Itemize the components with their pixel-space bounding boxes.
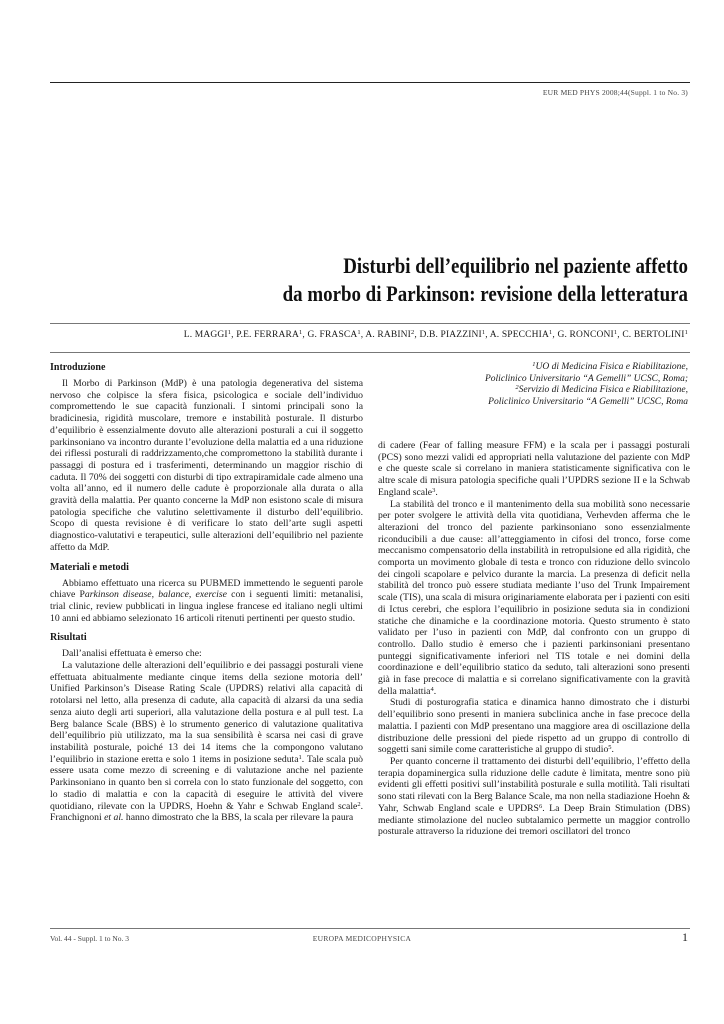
right-text-1b: . xyxy=(435,486,438,498)
affiliation-line: Policlinico Universitario “A Gemelli” UCSC, Roma xyxy=(488,396,688,407)
right-text-4b: . La Deep Brain Stimulation (DBS) mediante stimolazione del nucleo subtalamico permette un maggior controllo posturale attraverso la riduzione dei tremori oscillatori del tronco xyxy=(378,802,690,838)
author-name: G. RONCONI xyxy=(557,330,614,340)
author-name: A. RABINI xyxy=(365,330,411,340)
right-paragraph-1 xyxy=(378,440,690,499)
section-heading-materiali-metodi: Materiali e metodi xyxy=(50,561,129,573)
right-text-3a: Studi di posturografia statica e dinamica hanno dimostrato che i disturbi dell’equilibrio sono presenti in maniera subclinica anche in fase precoce della malattia. I pazienti con MdP presentano una maggiore area di oscillazione della distribuzione delle pressioni del piede rispetto ad un gruppo di controllo di soggetti sani simile come caratteristiche al gruppo di studio xyxy=(378,697,690,756)
right-paragraph-3 xyxy=(378,697,690,756)
footer-journal: EUROPA MEDICOPHYSICA xyxy=(312,934,412,943)
methods-text-post: con i seguenti limiti: metanalisi, trial clinic, review pubblicati in lingua inglese francese ed italiano negli ultimi 10 anni ed abbiamo selezionato 16 articoli ritenuti pertinenti per questo studio. xyxy=(50,589,363,624)
top-rule xyxy=(50,82,690,83)
right-paragraph-2 xyxy=(378,499,690,698)
author-separator: , xyxy=(360,330,366,340)
title-rule xyxy=(50,323,690,324)
author-affiliation-mark: 1 xyxy=(548,329,553,336)
citation-6: 6 xyxy=(538,802,543,810)
right-text-2a: La stabilità del tronco e il mantenimento della sua mobilità sono necessarie per poter svolgere le attività della vita quotidiana, Verhevden afferma che le alterazioni del tronco del paziente parkinsoniano sono essenzialmente riconducibili a due cause: all’atteggiamento in cifosi del tronco, forse come meccanismo compensatorio della instabilità in retropulsione ed alla rigidità, che comporta un movimento globale di testa e tronco con riduzione dello svincolo dei cingoli scapolare e pelvico durante la marcia. La presenza di deficit nella stabilità del tronco può essere studiata mediante l’uso del Trunk Impairement scale (TIS), una scala di misura originariamente elaborata per i pazienti con esiti di Ictus cerebri, che esplora l’equilibrio in posizione seduta sia in condizioni statiche che dinamiche e la coordinazione motoria. Questo strumento è stato validato per l’uso in pazienti con MdP, dal confronto con un gruppo di controllo. Dallo studio è emerso che i pazienti parkinsoniani presentano punteggi significativamente inferiori nel TIS totale e nei domini della coordinazione e dell’equilibrio statico da seduto, tali alterazioni sono presenti già in fase precoce di malattia e si correlano significativamente con la gravità della malattia xyxy=(378,498,690,697)
running-head: EUR MED PHYS 2008;44(Suppl. 1 to No. 3) xyxy=(542,88,688,97)
results-text-a: La valutazione delle alterazioni dell’equilibrio e dei passaggi posturali viene effettuata abitualmente mediante cinque items della sezione motoria dell’ Unified Parkinson’s Disease Rating Scale (UPDRS) relativi alla capacità di rotolarsi nel letto, alla presenza di cadute, alla capacità di alzarsi da una sedia senza aiuto degli arti superiori, alla valutazione della postura e al pull test. La Berg balance Scale (BBS) è lo strumento generico di valutazione qualitativa dell’equilibrio più utilizzato, ma la sua sensibilità è scarsa nei casi di grave instabilità posturale, poiché 13 dei 14 items che la compongono valutano l’equilibrio in stazione eretta e solo 1 items in posizione seduta xyxy=(50,660,363,765)
author-separator: , xyxy=(552,330,558,340)
citation-5: 5 xyxy=(608,744,612,752)
author-affiliation-mark: 1 xyxy=(613,329,618,336)
right-text-3b: . xyxy=(611,744,614,756)
author-affiliation-mark: 1 xyxy=(298,329,303,336)
results-text-c: . Franchignoni xyxy=(50,800,363,824)
article-title xyxy=(172,252,688,308)
author-separator: , xyxy=(485,330,490,340)
methods-keywords: arkinson disease, balance, exercise xyxy=(84,589,227,601)
affiliation-line xyxy=(388,362,688,374)
section-heading-risultati: Risultati xyxy=(50,632,87,644)
results-paragraph-2 xyxy=(50,660,363,824)
affiliation-number: 2 xyxy=(515,384,519,391)
methods-text-pre: Abbiamo effettuato una ricerca su PUBMED immettendo le seguenti parole chiave P xyxy=(50,577,363,601)
intro-paragraph: Il Morbo di Parkinson (MdP) è una patologia degenerativa del sistema nervoso che colpisce la sfera fisica, psicologica e sociale dell’individuo compromettendo le sue capacità funzionali. I sintomi principali sono la bradicinesia, rigidità muscolare, tremore e instabilità posturale. Il disturbo d’equilibrio è essenzialmente dovuto alle alterazioni posturali a cui il soggetto parkinsoniano va incontro durante l’evoluzione della malattia ed a una riduzione dei riflessi posturali di raddrizzamento,che compromettono la stabilità durante i passaggi di postura ed i trasferimenti, determinando un maggior rischio di caduta. Il 70% dei soggetti con disturbi di tipo extrapiramidale cade almeno una volta all’anno, ed il numero delle cadute è proporzionale alla durata o alla gravità della malattia. Per quanto concerne la MdP non esistono scale di misura patologia specifiche che valutino selettivamente il disturbo dell’equilibrio. Scopo di questa revisione è di verificare lo stato dell’arte sugli aspetti diagnostico-valutativi e terapeutici, sulle alterazioni dell’equilibrio nel paziente affetto da MdP. xyxy=(50,378,363,553)
et-al: et al. xyxy=(104,812,124,824)
footer-volume: Vol. 44 - Suppl. 1 to No. 3 xyxy=(50,934,130,943)
section-heading-introduzione: Introduzione xyxy=(50,362,106,373)
author-separator: , xyxy=(231,330,237,340)
footer-rule xyxy=(50,928,690,929)
author-name: L. MAGGI xyxy=(183,330,228,340)
author-affiliation-mark: 1 xyxy=(357,329,361,336)
author-name: A. SPECCHIA xyxy=(489,330,549,340)
affiliations xyxy=(388,362,688,408)
author-name: D.B. PIAZZINI xyxy=(419,330,482,340)
affiliation-line: Policlinico Universitario “A Gemelli” UCSC, Roma; xyxy=(484,373,688,384)
author-separator: , xyxy=(617,330,623,340)
right-paragraph-4 xyxy=(378,756,690,838)
citation-3: 3 xyxy=(432,486,436,494)
right-text-4a: Per quanto concerne il trattamento dei disturbi dell’equilibrio, l’effetto della terapia dopaminergica sulla riduzione delle cadute è limitata, mentre sono più evidenti gli effetti positivi sull’instabilità posturale e sulla motilità. Tali risultati sono stati rilevati con la Berg Balance Scale, ma non nella stadiazione Hoehn & Yahr, Schwab England scale e UPDRS xyxy=(378,755,690,814)
affiliation-text: Servizio di Medicina Fisica e Riabilitazione, xyxy=(518,385,688,395)
left-column xyxy=(50,362,363,824)
author-affiliation-mark: 1 xyxy=(481,329,486,336)
author-list xyxy=(184,330,688,340)
author-name: P.E. FERRARA xyxy=(236,330,299,340)
right-text-2b: . xyxy=(433,685,437,697)
results-paragraph-1: Dall’analisi effettuata è emerso che: xyxy=(62,648,202,660)
right-text-1a: di cadere (Fear of falling measure FFM) e la scala per i passaggi posturali (PCS) sono mezzi validi ed appropriati nella valutazione del paziente con MdP e che queste scale si correlano in maniera statisticamente significativa con le altre scale di misura patologia specifiche quali l’UPDRS sezione II e la Schwab England scale xyxy=(378,440,690,498)
author-rule xyxy=(50,352,690,353)
author-name: C. BERTOLINI xyxy=(622,330,685,340)
affiliation-number: 1 xyxy=(532,361,536,368)
title-line-1: Disturbi dell’equilibrio nel paziente affetto xyxy=(343,253,688,278)
affiliation-text: UO di Medicina Fisica e Riabilitazione, xyxy=(535,362,688,372)
author-affiliation-mark: 1 xyxy=(227,329,232,336)
results-text-b: . Tale scala può essere usata come mezzo di screening e di valutazione anche nel paziente Parkinsoniano in quanto ben si correla con lo stato funzionale del soggetto, con lo stadio di malattia e con la capacità di eseguire le attività del vivere quotidiano, rilevate con la UPDRS, Hoehn & Yahr e Schwab England scale xyxy=(50,753,364,812)
methods-paragraph xyxy=(50,578,363,625)
author-separator: , xyxy=(414,330,420,340)
page-number: 1 xyxy=(682,930,688,944)
affiliation-line xyxy=(388,385,688,397)
citation-2: 2 xyxy=(357,800,361,808)
author-name: G. FRASCA xyxy=(307,330,358,340)
author-separator: , xyxy=(302,330,308,340)
results-text-d: hanno dimostrato che la BBS, la scala per rilevare la paura xyxy=(123,812,354,824)
author-affiliation-mark: 2 xyxy=(411,329,415,336)
right-column xyxy=(378,440,690,838)
citation-1: 1 xyxy=(298,753,302,761)
citation-4: 4 xyxy=(430,685,434,693)
author-affiliation-mark: 1 xyxy=(684,329,688,336)
title-line-2: da morbo di Parkinson: revisione della letteratura xyxy=(282,281,688,306)
